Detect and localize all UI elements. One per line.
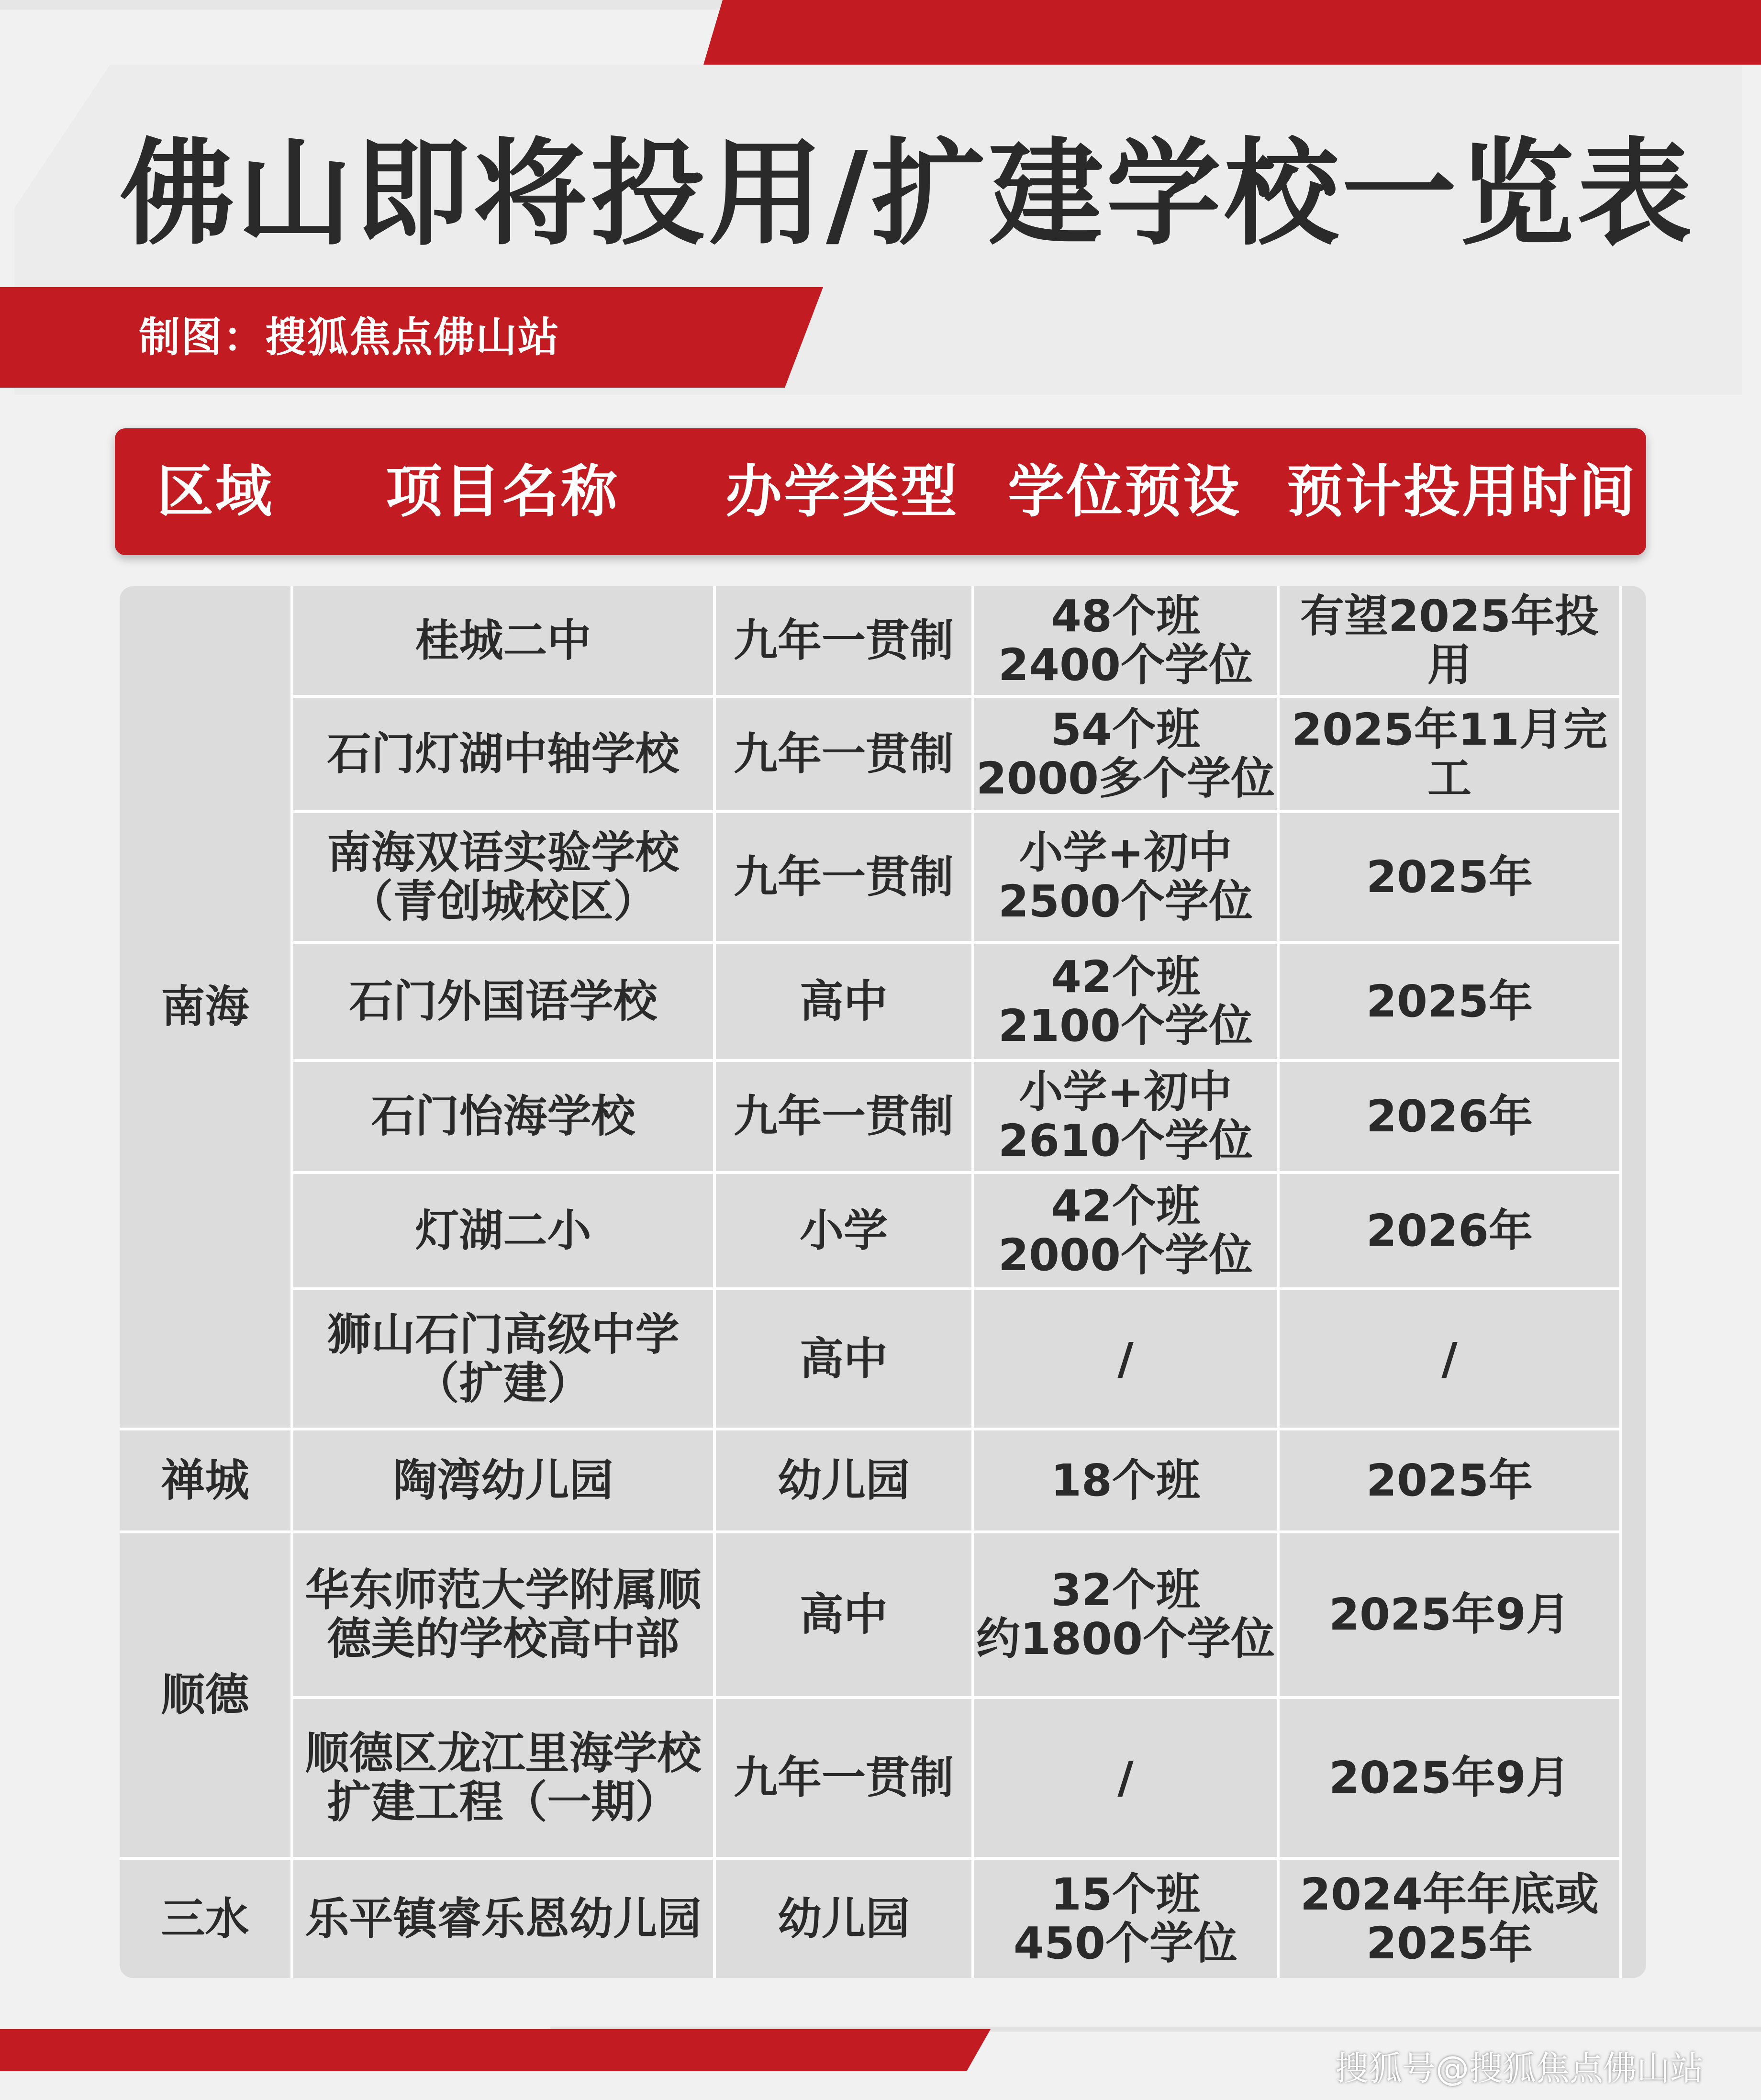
district-sanshui: 三水 xyxy=(161,1893,249,1944)
project-name: 狮山石门高级中学 （扩建） xyxy=(327,1308,680,1409)
open-time: 2025年9月 xyxy=(1328,1589,1571,1640)
seat-plan: 54个班 2000多个学位 xyxy=(976,704,1275,804)
open-time: / xyxy=(1441,1333,1458,1385)
seat-plan: / xyxy=(1117,1752,1134,1803)
header-project-name: 项目名称 xyxy=(385,458,619,525)
school-type: 高中 xyxy=(799,1333,888,1385)
footer-credit: 搜狐号@搜狐焦点佛山站 xyxy=(1335,2049,1704,2088)
school-type: 幼儿园 xyxy=(777,1893,910,1944)
seat-plan: 小学+初中 2610个学位 xyxy=(998,1066,1253,1166)
seat-plan: 32个班 约1800个学位 xyxy=(976,1564,1275,1664)
seat-plan: / xyxy=(1117,1333,1134,1385)
project-name: 灯湖二小 xyxy=(415,1205,591,1256)
credit-text: 制图：搜狐焦点佛山站 xyxy=(139,313,560,361)
seat-plan: 42个班 2100个学位 xyxy=(998,951,1253,1051)
open-time: 2024年年底或 2025年 xyxy=(1300,1868,1599,1969)
header-district: 区域 xyxy=(156,458,274,525)
school-type: 九年一贯制 xyxy=(733,1752,954,1803)
seat-plan: 42个班 2000个学位 xyxy=(998,1180,1253,1281)
seat-plan: 18个班 xyxy=(1050,1454,1201,1506)
project-name: 石门外国语学校 xyxy=(349,975,658,1027)
school-type: 高中 xyxy=(799,975,888,1027)
project-name: 华东师范大学附属顺 德美的学校高中部 xyxy=(305,1564,702,1664)
district-nanhai: 南海 xyxy=(161,981,249,1032)
page-title: 佛山即将投用/扩建学校一览表 xyxy=(120,127,1695,261)
top-accent-stripe xyxy=(703,0,1761,65)
open-time: 2025年 xyxy=(1366,1454,1533,1506)
project-name: 南海双语实验学校 （青创城校区） xyxy=(327,827,680,927)
school-type: 小学 xyxy=(799,1205,888,1256)
school-type: 九年一贯制 xyxy=(733,614,954,666)
seat-plan: 小学+初中 2500个学位 xyxy=(998,827,1253,927)
open-time: 2025年11月完工 xyxy=(1291,704,1608,804)
project-name: 石门怡海学校 xyxy=(371,1091,635,1142)
grid-line xyxy=(1619,586,1622,1978)
header-school-type: 办学类型 xyxy=(725,458,959,525)
footer-accent-stripe xyxy=(0,2029,991,2071)
school-type: 高中 xyxy=(799,1589,888,1640)
top-accent-light xyxy=(0,0,723,10)
school-type: 九年一贯制 xyxy=(733,728,954,780)
open-time: 2025年 xyxy=(1366,975,1533,1027)
open-time: 2026年 xyxy=(1366,1205,1533,1256)
open-time: 有望2025年投用 xyxy=(1300,590,1599,691)
project-name: 顺德区龙江里海学校 扩建工程（一期） xyxy=(305,1728,702,1828)
header-open-time: 预计投用时间 xyxy=(1286,458,1637,525)
school-type: 九年一贯制 xyxy=(733,851,954,903)
project-name: 石门灯湖中轴学校 xyxy=(327,728,680,780)
header-seats: 学位预设 xyxy=(1007,458,1241,525)
seat-plan: 15个班 450个学位 xyxy=(1013,1868,1238,1969)
open-time: 2025年 xyxy=(1366,851,1533,903)
school-type: 幼儿园 xyxy=(777,1454,910,1506)
open-time: 2026年 xyxy=(1366,1091,1533,1142)
open-time: 2025年9月 xyxy=(1328,1752,1571,1803)
district-chancheng: 禅城 xyxy=(161,1454,249,1506)
project-name: 陶湾幼儿园 xyxy=(393,1454,613,1506)
district-shunde: 顺德 xyxy=(161,1669,249,1720)
project-name: 桂城二中 xyxy=(415,614,591,666)
school-type: 九年一贯制 xyxy=(733,1091,954,1142)
project-name: 乐平镇睿乐恩幼儿园 xyxy=(305,1893,702,1944)
seat-plan: 48个班 2400个学位 xyxy=(998,590,1253,691)
